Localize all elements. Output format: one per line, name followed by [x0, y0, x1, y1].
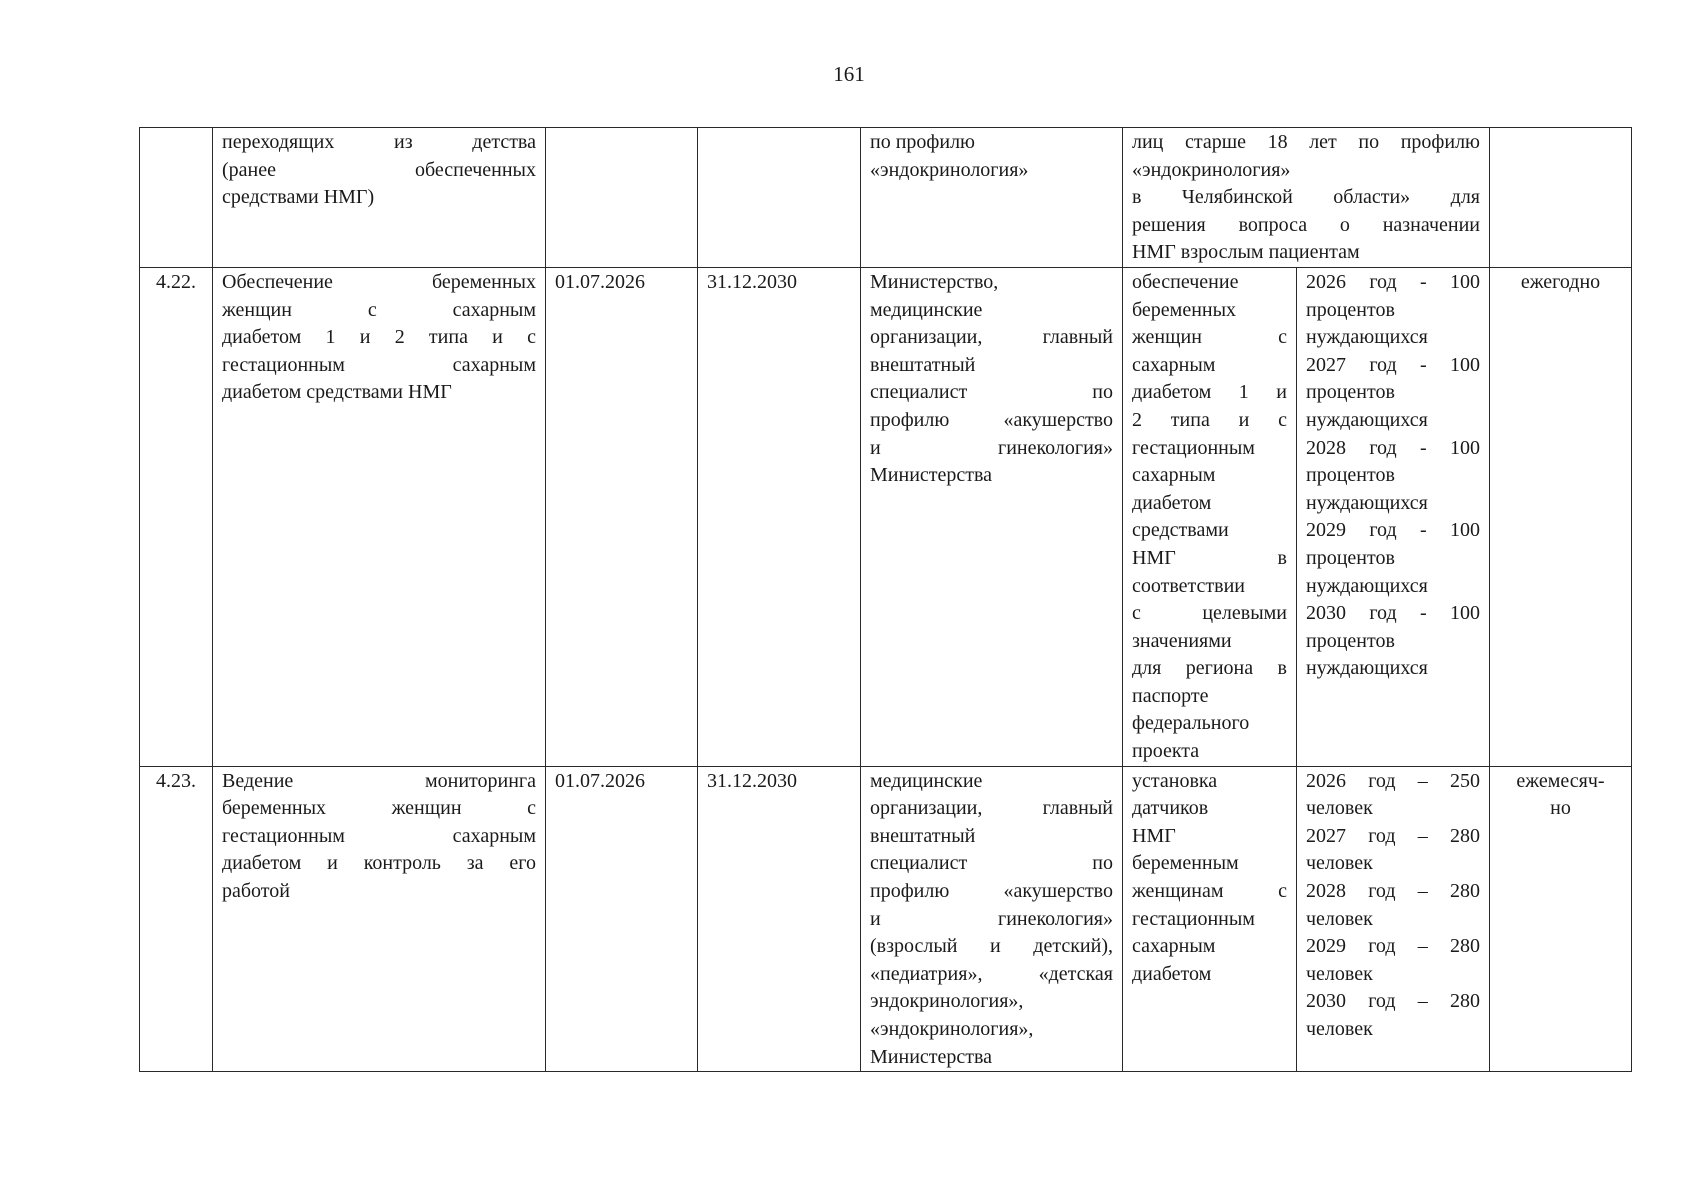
- text-line: диабетом: [1132, 962, 1212, 985]
- text-line: решения вопроса о назначении: [1132, 213, 1480, 236]
- text-line: организации, главный: [870, 326, 1113, 349]
- text-line: сахарным: [1132, 464, 1216, 487]
- cell-end-date: [698, 267, 861, 766]
- text-line: и гинекология»: [870, 907, 1113, 930]
- text-line: беременных женщин с: [222, 797, 536, 820]
- text-line: диабетом и контроль за его: [222, 852, 536, 875]
- text-line: соответствии: [1132, 574, 1246, 597]
- text-line: специалист по: [870, 852, 1113, 875]
- row-number: 4.23.: [156, 769, 196, 792]
- text-line: НМГ в: [1132, 546, 1287, 569]
- cell-period: [1490, 267, 1632, 766]
- cell-executor: [861, 267, 1123, 766]
- text-line: «эндокринология»,: [870, 1018, 1034, 1040]
- text-line: Министерство,: [870, 270, 999, 293]
- text-line: сахарным: [1132, 935, 1216, 958]
- text-line: женщинам с: [1132, 880, 1287, 903]
- text-line: Министерства: [870, 1045, 993, 1068]
- text-line: процентов: [1306, 298, 1395, 321]
- text-line: работой: [222, 880, 290, 903]
- cell-number: [140, 128, 213, 268]
- text-line: человек: [1306, 797, 1373, 820]
- cell-number: [140, 766, 213, 1072]
- cell-name: [213, 128, 546, 268]
- text-line: гестационным сахарным: [222, 824, 536, 847]
- cell-executor: [861, 128, 1123, 268]
- text-line: диабетом 1 и 2 типа и с: [222, 326, 536, 349]
- text-line: средствами: [1132, 519, 1229, 542]
- text-line: гестационным сахарным: [222, 353, 536, 376]
- text-line: «эндокринология»: [1132, 158, 1291, 181]
- text-line: обеспечение: [1132, 270, 1239, 293]
- text-line: нуждающихся: [1306, 574, 1428, 597]
- text-line: 2 типа и с: [1132, 408, 1287, 431]
- text-line: гестационным: [1132, 436, 1255, 459]
- text-line: профилю «акушерство: [870, 880, 1113, 903]
- text-line: женщин с сахарным: [222, 298, 536, 321]
- text-line: человек: [1306, 852, 1373, 875]
- cell-start-date: [546, 267, 698, 766]
- text-line: установка: [1132, 769, 1218, 792]
- text-line: внештатный: [870, 353, 976, 376]
- text-line: беременным: [1132, 852, 1239, 875]
- text-line: диабетом: [1132, 491, 1212, 514]
- text-line: (взрослый и детский),: [870, 935, 1113, 958]
- text-line: значениями: [1132, 629, 1232, 652]
- period-text: ежемесяч- но: [1516, 769, 1605, 820]
- text-line: медицинские: [870, 769, 983, 792]
- cell-result: [1297, 267, 1490, 766]
- table-row: [140, 128, 1632, 268]
- text-line: 2027 год – 280: [1306, 824, 1480, 847]
- text-line: гестационным: [1132, 907, 1255, 930]
- text-line: лиц старше 18 лет по профилю: [1132, 131, 1480, 153]
- end-date: 31.12.2030: [707, 769, 797, 792]
- text-line: 2027 год - 100: [1306, 353, 1480, 376]
- text-line: с целевыми: [1132, 602, 1287, 625]
- text-line: процентов: [1306, 381, 1395, 404]
- text-line: человек: [1306, 1018, 1373, 1040]
- text-line: профилю «акушерство: [870, 408, 1113, 431]
- cell-period: [1490, 128, 1632, 268]
- cell-end-date: [698, 128, 861, 268]
- cell-result: [1297, 766, 1490, 1072]
- text-line: 2029 год – 280: [1306, 935, 1480, 958]
- text-line: 2026 год - 100: [1306, 270, 1480, 293]
- text-line: 2030 год – 280: [1306, 990, 1480, 1013]
- text-line: для региона в: [1132, 657, 1287, 680]
- text-line: «педиатрия», «детская: [870, 962, 1113, 985]
- cell-end-date: [698, 766, 861, 1072]
- text-line: человек: [1306, 962, 1373, 985]
- text-line: нуждающихся: [1306, 657, 1428, 680]
- text-line: человек: [1306, 907, 1373, 930]
- text-line: организации, главный: [870, 797, 1113, 820]
- table-body: [140, 128, 1632, 1072]
- text-line: НМГ взрослым пациентам: [1132, 241, 1360, 264]
- text-line: «эндокринология»: [870, 158, 1029, 181]
- text-line: эндокринология»,: [870, 990, 1024, 1013]
- cell-name: [213, 267, 546, 766]
- cell-indicator: [1123, 766, 1297, 1072]
- text-line: 2029 год - 100: [1306, 519, 1480, 542]
- text-line: сахарным: [1132, 353, 1216, 376]
- cell-indicator: [1123, 128, 1490, 268]
- text-line: нуждающихся: [1306, 326, 1428, 349]
- row-number: 4.22.: [156, 270, 196, 293]
- text-line: федерального: [1132, 712, 1250, 735]
- text-line: процентов: [1306, 546, 1395, 569]
- cell-period: [1490, 766, 1632, 1072]
- period-text: ежегодно: [1520, 270, 1601, 293]
- cell-number: [140, 267, 213, 766]
- text-line: Ведение мониторинга: [222, 769, 536, 792]
- text-line: 2026 год – 250: [1306, 769, 1480, 792]
- start-date: 01.07.2026: [555, 270, 645, 293]
- table-row: [140, 267, 1632, 766]
- text-line: 2028 год – 280: [1306, 880, 1480, 903]
- text-line: НМГ: [1132, 824, 1176, 847]
- cell-indicator: [1123, 267, 1297, 766]
- cell-executor: [861, 766, 1123, 1072]
- start-date: 01.07.2026: [555, 769, 645, 792]
- text-line: Министерства: [870, 464, 993, 487]
- text-line: датчиков: [1132, 797, 1209, 820]
- document-table: [139, 127, 1632, 1072]
- text-line: процентов: [1306, 464, 1395, 487]
- text-line: внештатный: [870, 824, 976, 847]
- text-line: переходящих из детства: [222, 131, 536, 153]
- end-date: 31.12.2030: [707, 270, 797, 293]
- text-line: 2028 год - 100: [1306, 436, 1480, 459]
- text-line: Обеспечение беременных: [222, 270, 536, 293]
- cell-name: [213, 766, 546, 1072]
- cell-start-date: [546, 766, 698, 1072]
- cell-start-date: [546, 128, 698, 268]
- text-line: паспорте: [1132, 684, 1209, 707]
- text-line: проекта: [1132, 740, 1200, 763]
- text-line: в Челябинской области» для: [1132, 186, 1480, 209]
- text-line: (ранее обеспеченных: [222, 158, 536, 181]
- text-line: процентов: [1306, 629, 1395, 652]
- text-line: диабетом 1 и: [1132, 381, 1287, 404]
- text-line: женщин с: [1132, 326, 1287, 349]
- text-line: нуждающихся: [1306, 408, 1428, 431]
- text-line: беременных: [1132, 298, 1237, 321]
- text-line: 2030 год - 100: [1306, 602, 1480, 625]
- table-row: [140, 766, 1632, 1072]
- text-line: специалист по: [870, 381, 1113, 404]
- text-line: диабетом средствами НМГ: [222, 381, 452, 404]
- text-line: по профилю: [870, 131, 975, 153]
- page-number: 161: [833, 62, 865, 86]
- text-line: нуждающихся: [1306, 491, 1428, 514]
- text-line: медицинские: [870, 298, 983, 321]
- text-line: и гинекология»: [870, 436, 1113, 459]
- text-line: средствами НМГ): [222, 186, 375, 209]
